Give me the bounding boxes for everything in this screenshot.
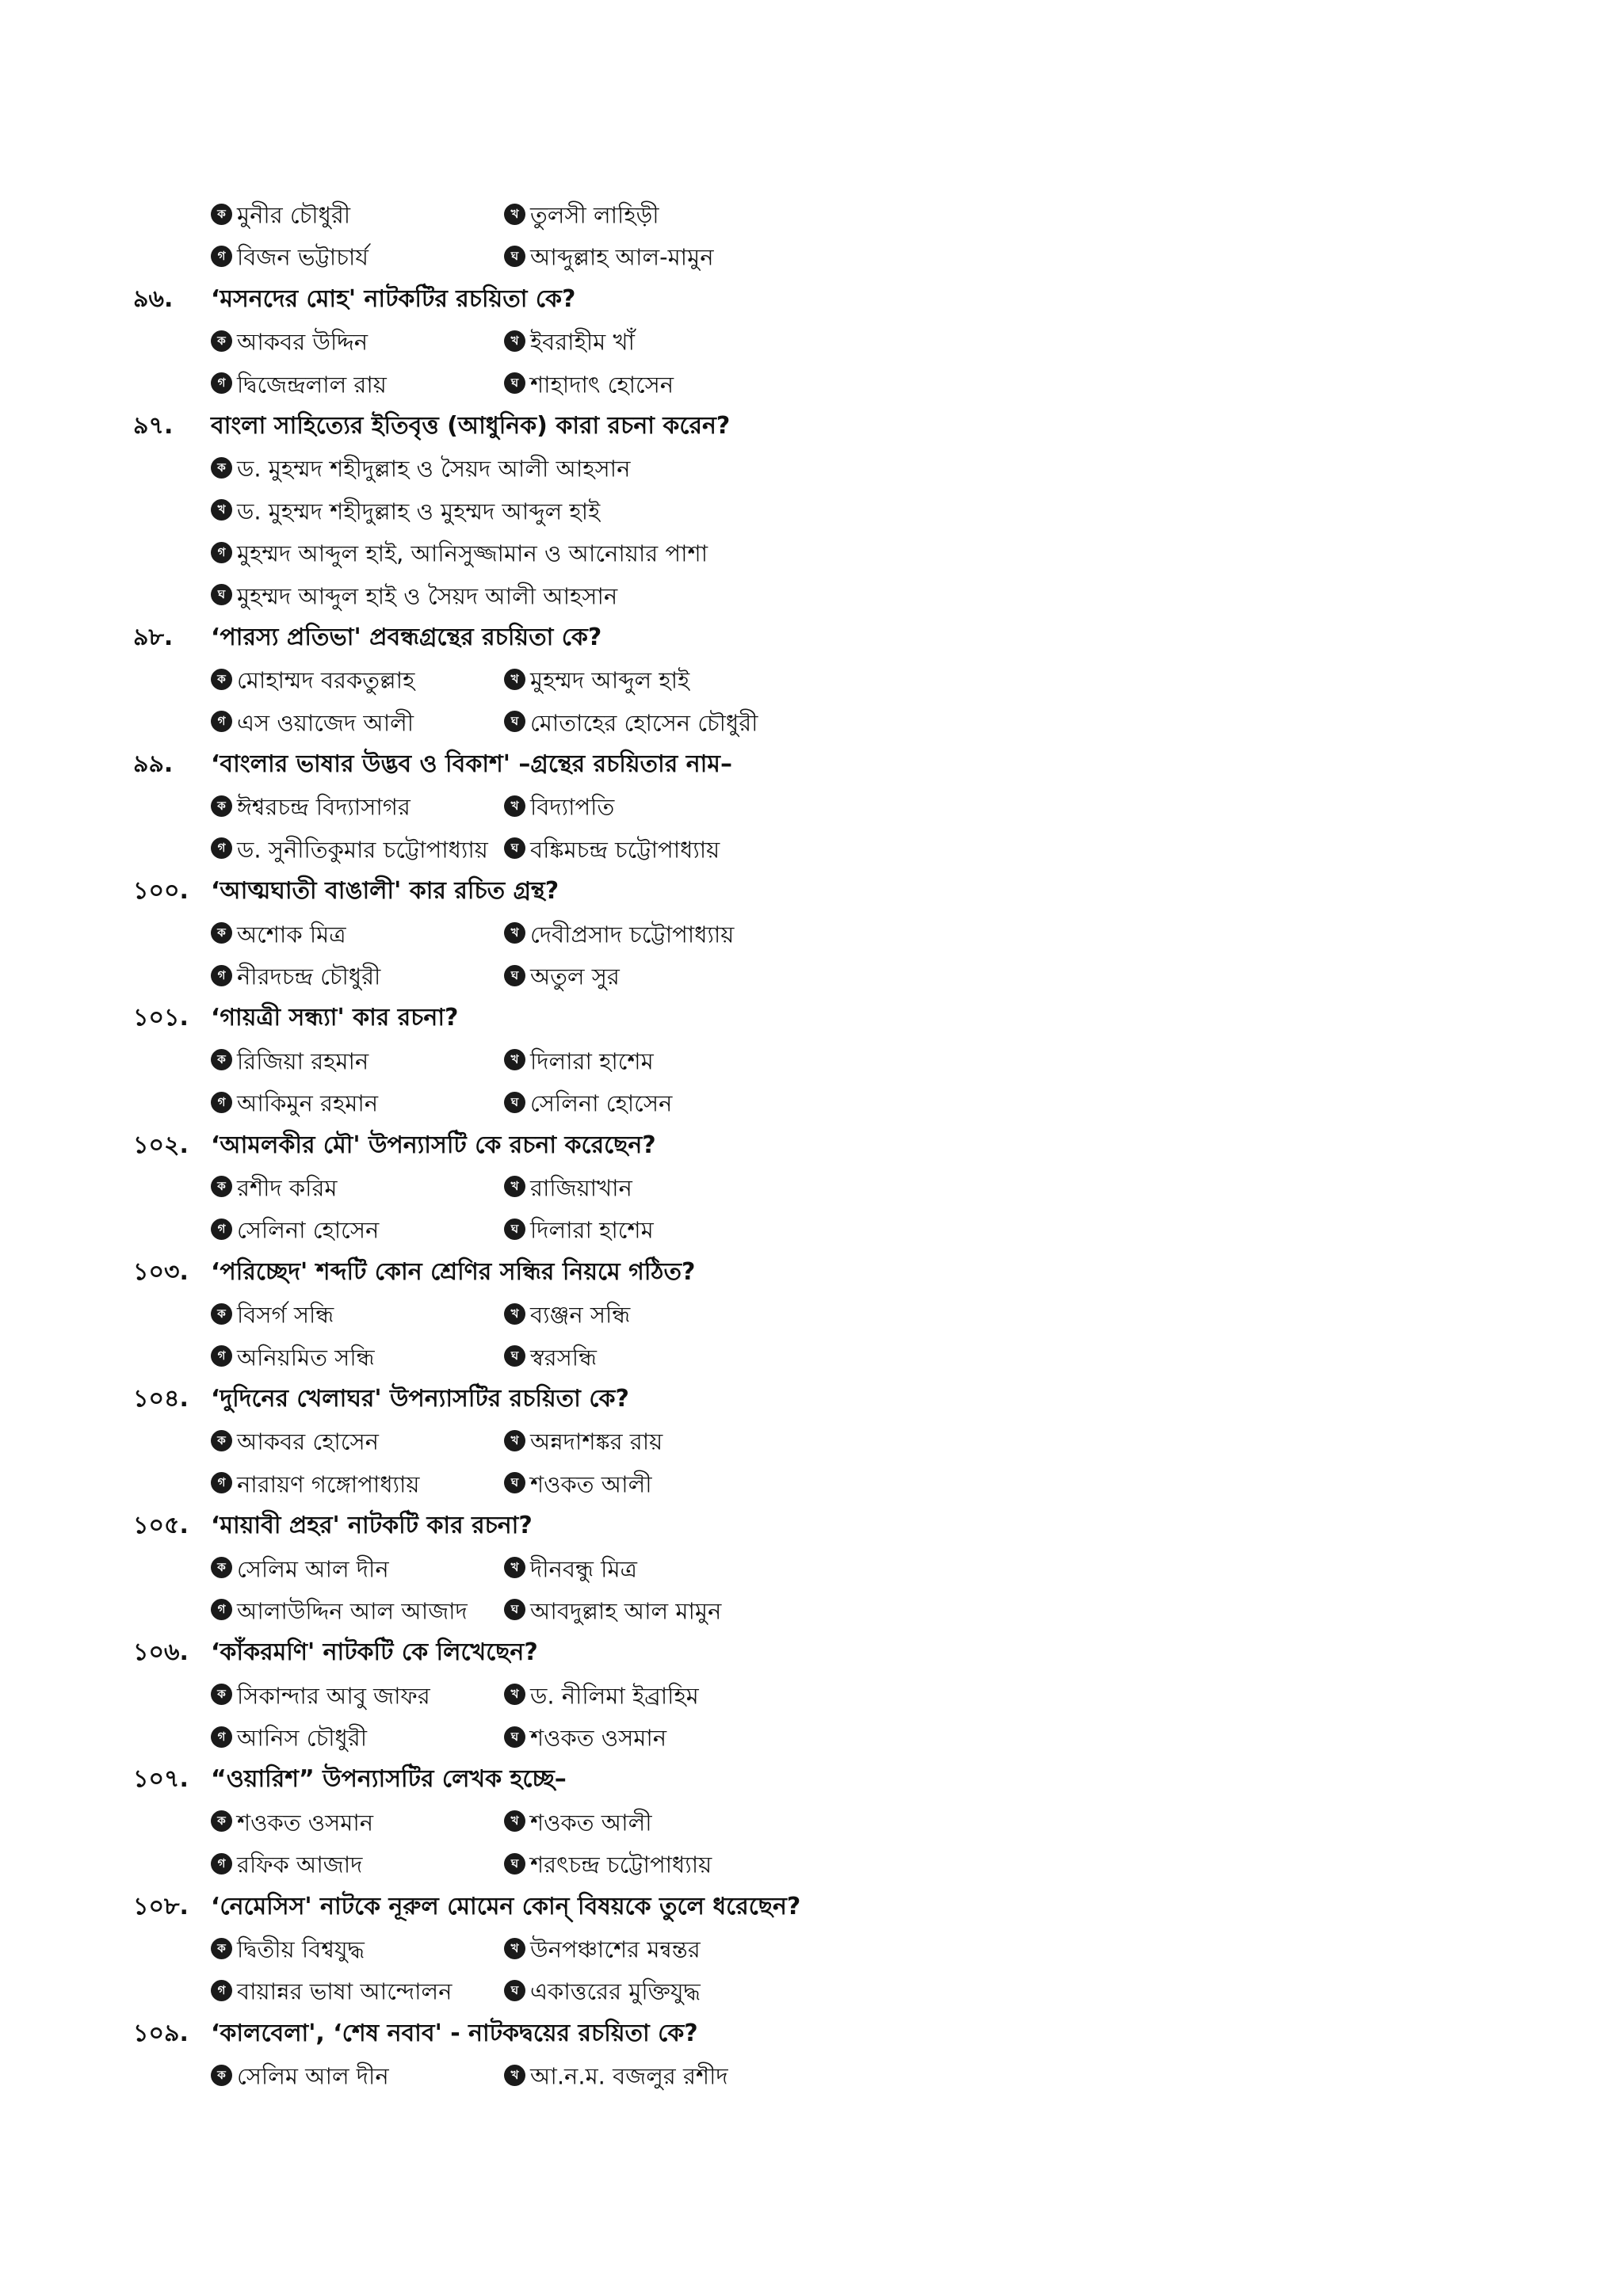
second-option [504, 235, 714, 279]
first-option [211, 658, 414, 702]
second-option [504, 1928, 701, 1971]
options-line [0, 701, 1623, 743]
option-text: বিজন ভট্টাচার্য [237, 243, 369, 271]
second-option [504, 701, 758, 745]
option-text: ড. সুনীতিকুমার চট্টোপাধ্যায় [237, 836, 488, 864]
second-option [504, 913, 734, 956]
question-line [0, 1378, 1623, 1420]
option-marker: ক [211, 1684, 232, 1705]
second-option [504, 828, 720, 871]
option-text: দিলারা হাশেম [530, 1216, 654, 1244]
first-option [211, 1589, 468, 1633]
question-text: ‘কালবেলা', ‘শেষ নবাব' - নাটকদ্বয়ের রচয়িতা কে? [211, 2019, 698, 2047]
option-text: অন্নদাশঙ্কর রায় [530, 1428, 663, 1455]
option-text: অশোক মিত্র [237, 920, 346, 948]
option-marker: খ [504, 1684, 525, 1705]
option-marker: খ [504, 1176, 525, 1197]
first-option [211, 1208, 379, 1252]
options-line [0, 785, 1623, 827]
option-marker: ক [211, 2065, 232, 2086]
option-text: রশীদ করিম [237, 1174, 338, 1202]
first-option [211, 1547, 389, 1591]
question-line [0, 1758, 1623, 1800]
second-option [504, 785, 614, 829]
question-number: ১০৬. [133, 1638, 189, 1667]
question-number: ১০৩. [133, 1257, 189, 1286]
option-marker: ঘ [504, 711, 525, 732]
option-text: দেবীপ্রসাদ চট্টোপাধ্যায় [530, 920, 735, 948]
first-option [211, 1039, 369, 1083]
second-option [504, 1674, 699, 1718]
option-marker: গ [211, 965, 232, 986]
option-marker: ঘ [504, 1599, 525, 1620]
options-line [0, 1801, 1623, 1843]
question-line [0, 1124, 1623, 1166]
option-marker: ঘ [504, 1980, 525, 2001]
options-line [0, 235, 1623, 277]
option-marker: ঘ [211, 584, 232, 605]
first-option [211, 193, 350, 237]
option-text: শওকত আলী [530, 1809, 652, 1836]
question-line [0, 870, 1623, 912]
option-marker: ঘ [504, 372, 525, 394]
second-option [504, 363, 674, 406]
option-marker: ক [211, 1430, 232, 1451]
question-number: ৯৬. [133, 284, 174, 313]
option-marker: খ [504, 1810, 525, 1832]
option-text: বিদ্যাপতি [530, 793, 615, 821]
options-line [0, 1843, 1623, 1885]
second-option [504, 1547, 637, 1591]
second-option [504, 658, 689, 702]
question-line [0, 1631, 1623, 1673]
question-text: ‘দুদিনের খেলাঘর' উপন্যাসটির রচয়িতা কে? [211, 1384, 629, 1413]
options-line [0, 1547, 1623, 1589]
options-line [0, 1674, 1623, 1716]
question-line [0, 743, 1623, 785]
first-option [211, 447, 630, 490]
second-option [504, 955, 620, 998]
first-option [211, 574, 617, 618]
option-text: রফিক আজাদ [237, 1851, 363, 1878]
first-option [211, 235, 369, 279]
first-option [211, 701, 414, 745]
options-line [0, 828, 1623, 870]
option-text: আনিস চৌধুরী [237, 1724, 368, 1752]
options-line [0, 1208, 1623, 1250]
second-option [504, 1801, 652, 1844]
question-text: ‘আত্মঘাতী বাঙালী' কার রচিত গ্রন্থ? [211, 877, 559, 906]
option-text: দ্বিতীয় বিশ্বযুদ্ধ [237, 1936, 365, 1963]
options-line [0, 1589, 1623, 1631]
option-text: দীনবন্ধু মিত্র [530, 1554, 637, 1582]
first-option [211, 1674, 430, 1718]
first-option [211, 2054, 389, 2098]
question-number: ১০১. [133, 1004, 189, 1032]
option-marker: ঘ [504, 1219, 525, 1240]
options-line [0, 1716, 1623, 1758]
option-text: অতুল সুর [530, 963, 620, 990]
option-text: ড. মুহম্মদ শহীদুল্লাহ ও সৈয়দ আলী আহসান [237, 455, 631, 482]
option-text: মুহম্মদ আব্দুল হাই ও সৈয়দ আলী আহসান [237, 582, 618, 609]
options-line [0, 1039, 1623, 1081]
option-text: রাজিয়াখান [530, 1174, 632, 1202]
option-text: এস ওয়াজেদ আলী [237, 708, 414, 736]
question-list [0, 193, 1623, 2097]
option-text: আবদুল্লাহ আল মামুন [530, 1597, 722, 1625]
option-marker: খ [504, 204, 525, 225]
question-number: ১০৪. [133, 1384, 189, 1413]
option-marker: ঘ [504, 837, 525, 859]
option-text: সেলিনা হোসেন [530, 1089, 673, 1117]
option-marker: ঘ [504, 246, 525, 267]
option-text: বঙ্কিমচন্দ্র চট্টোপাধ্যায় [530, 836, 720, 864]
option-marker: গ [211, 1219, 232, 1240]
option-text: সিকান্দার আবু জাফর [237, 1681, 430, 1709]
first-option [211, 828, 488, 871]
option-text: বায়ান্নর ভাষা আন্দোলন [237, 1978, 453, 2005]
second-option [504, 1039, 654, 1083]
question-text: ‘নেমেসিস' নাটকে নূরুল মোমেন কোন্ বিষয়কে তুলে ধরেছেন? [211, 1892, 801, 1920]
option-text: ব্যঞ্জন সন্ধি [530, 1301, 631, 1329]
option-marker: ঘ [504, 1726, 525, 1748]
option-text: মোহাম্মদ বরকতুল্লাহ [237, 666, 415, 694]
first-option [211, 1081, 378, 1125]
option-marker: গ [211, 1853, 232, 1875]
option-text: শওকত ওসমান [237, 1809, 374, 1836]
option-marker: ক [211, 204, 232, 225]
option-marker: ক [211, 1049, 232, 1070]
option-text: আব্দুল্লাহ আল-মামুন [530, 243, 714, 271]
option-marker: খ [504, 922, 525, 944]
option-marker: খ [211, 499, 232, 521]
option-text: সেলিনা হোসেন [237, 1216, 380, 1244]
option-text: রিজিয়া রহমান [237, 1047, 369, 1075]
second-option [504, 1081, 672, 1125]
first-option [211, 1463, 419, 1506]
options-line [0, 913, 1623, 955]
question-text: ‘পরিচ্ছেদ' শব্দটি কোন শ্রেণির সন্ধির নিয়মে গঠিত? [211, 1257, 696, 1286]
question-line [0, 1505, 1623, 1547]
question-number: ৯৭. [133, 411, 174, 440]
question-text: “ওয়ারিশ” উপন্যাসটির লেখক হচ্ছে– [211, 1765, 567, 1794]
option-marker: ক [211, 1938, 232, 1959]
second-option [504, 1589, 721, 1633]
option-text: সেলিম আল দীন [237, 2062, 389, 2090]
second-option [504, 1970, 701, 2013]
option-marker: ঘ [504, 1092, 525, 1113]
second-option [504, 1336, 597, 1379]
option-marker: ক [211, 457, 232, 479]
option-text: আ.ন.ম. বজলুর রশীদ [530, 2062, 728, 2090]
option-marker: ঘ [504, 1853, 525, 1875]
option-marker: গ [211, 1472, 232, 1493]
question-text: ‘গায়ত্রী সন্ধ্যা' কার রচনা? [211, 1004, 459, 1032]
option-marker: ক [211, 1303, 232, 1325]
option-marker: খ [504, 1430, 525, 1451]
option-text: মোতাহের হোসেন চৌধুরী [530, 708, 758, 736]
first-option [211, 785, 411, 829]
first-option [211, 490, 600, 533]
question-line [0, 997, 1623, 1039]
second-option [504, 1843, 712, 1886]
options-line [0, 320, 1623, 362]
option-marker: খ [504, 669, 525, 690]
option-marker: গ [211, 1345, 232, 1367]
option-text: ড. নীলিমা ইব্রাহিম [530, 1681, 699, 1709]
question-number: ৯৯. [133, 750, 174, 779]
first-option [211, 1843, 362, 1886]
option-text: শরৎচন্দ্র চট্টোপাধ্যায় [530, 1851, 712, 1878]
first-option [211, 955, 380, 998]
first-option [211, 1420, 379, 1463]
first-option [211, 1336, 375, 1379]
options-line [0, 1463, 1623, 1505]
option-text: নীরদচন্দ্র চৌধুরী [237, 963, 381, 990]
question-text: ‘কাঁকরমণি' নাটকটি কে লিখেছেন? [211, 1638, 538, 1667]
option-text: উনপঞ্চাশের মন্বন্তর [530, 1936, 701, 1963]
option-text: মুনীর চৌধুরী [237, 201, 351, 229]
option-text: দিলারা হাশেম [530, 1047, 654, 1075]
options-line [0, 1928, 1623, 1970]
question-number: ১০৫. [133, 1512, 189, 1540]
second-option [504, 193, 659, 237]
second-option [504, 1293, 630, 1337]
option-marker: খ [504, 2065, 525, 2086]
options-line [0, 363, 1623, 405]
first-option [211, 1928, 365, 1971]
question-number: ১০৯. [133, 2019, 189, 2047]
option-text: অনিয়মিত সন্ধি [237, 1343, 375, 1371]
option-text: দ্বিজেন্দ্রলাল রায় [237, 370, 387, 398]
option-text: শওকত আলী [530, 1470, 652, 1498]
second-option [504, 1420, 663, 1463]
question-number: ১০২. [133, 1131, 189, 1159]
question-line [0, 616, 1623, 658]
second-option [504, 320, 635, 364]
options-line [0, 955, 1623, 997]
options-line [0, 2054, 1623, 2096]
option-text: সেলিম আল দীন [237, 1554, 389, 1582]
option-text: বিসর্গ সন্ধি [237, 1301, 334, 1329]
question-number: ১০৮. [133, 1892, 189, 1920]
options-line [0, 532, 1623, 574]
question-text: ‘মায়াবী প্রহর' নাটকটি কার রচনা? [211, 1512, 533, 1540]
option-marker: ক [211, 1557, 232, 1578]
question-text: বাংলা সাহিত্যের ইতিবৃত্ত (আধুনিক) কারা রচনা করেন? [211, 411, 731, 440]
question-text: ‘পারস্য প্রতিভা' প্রবন্ধগ্রন্থের রচয়িতা কে? [211, 623, 602, 651]
options-line [0, 1081, 1623, 1123]
option-text: ঈশ্বরচন্দ্র বিদ্যাসাগর [237, 793, 411, 821]
second-option [504, 1166, 632, 1210]
question-text: ‘বাংলার ভাষার উদ্ভব ও বিকাশ' –গ্রন্থের রচয়িতার নাম– [211, 750, 732, 779]
option-marker: গ [211, 1726, 232, 1748]
first-option [211, 1801, 373, 1844]
option-text: আকবর হোসেন [237, 1428, 379, 1455]
option-text: মুহম্মদ আব্দুল হাই, আনিসুজ্জামান ও আনোয়ার পাশা [237, 540, 708, 567]
options-line [0, 490, 1623, 532]
question-line [0, 278, 1623, 320]
first-option [211, 1716, 367, 1760]
option-marker: ক [211, 922, 232, 944]
option-marker: গ [211, 1092, 232, 1113]
option-marker: খ [504, 1557, 525, 1578]
option-marker: গ [211, 1980, 232, 2001]
first-option [211, 532, 708, 575]
option-text: শাহাদাৎ হোসেন [530, 370, 674, 398]
option-text: আকিমুন রহমান [237, 1089, 379, 1117]
options-line [0, 1970, 1623, 2012]
question-line [0, 405, 1623, 447]
first-option [211, 913, 346, 956]
first-option [211, 1970, 452, 2013]
options-line [0, 574, 1623, 616]
option-marker: খ [504, 1938, 525, 1959]
option-marker: খ [504, 795, 525, 817]
question-number: ১০৭. [133, 1765, 189, 1794]
option-marker: ক [211, 330, 232, 352]
option-text: আকবর উদ্দিন [237, 328, 369, 356]
option-text: ড. মুহম্মদ শহীদুল্লাহ ও মুহম্মদ আব্দুল হাই [237, 498, 601, 525]
option-marker: গ [211, 246, 232, 267]
option-marker: গ [211, 542, 232, 563]
option-text: একাত্তরের মুক্তিযুদ্ধ [530, 1978, 701, 2005]
option-text: আলাউদ্দিন আল আজাদ [237, 1597, 468, 1625]
option-marker: গ [211, 372, 232, 394]
option-marker: ঘ [504, 1472, 525, 1493]
first-option [211, 363, 387, 406]
option-text: শওকত ওসমান [530, 1724, 667, 1752]
option-text: মুহম্মদ আব্দুল হাই [530, 666, 690, 694]
option-marker: খ [504, 330, 525, 352]
option-marker: ক [211, 795, 232, 817]
question-text: ‘আমলকীর মৌ' উপন্যাসটি কে রচনা করেছেন? [211, 1131, 656, 1159]
option-marker: গ [211, 711, 232, 732]
option-text: ইবরাহীম খাঁ [530, 328, 635, 356]
option-marker: ক [211, 669, 232, 690]
option-marker: খ [504, 1049, 525, 1070]
options-line [0, 1293, 1623, 1335]
option-marker: খ [504, 1303, 525, 1325]
option-marker: ঘ [504, 1345, 525, 1367]
options-line [0, 1336, 1623, 1378]
option-text: নারায়ণ গঙ্গোপাধ্যায় [237, 1470, 420, 1498]
question-line [0, 2012, 1623, 2054]
option-text: তুলসী লাহিড়ী [530, 201, 659, 229]
option-marker: ঘ [504, 965, 525, 986]
option-marker: গ [211, 1599, 232, 1620]
options-line [0, 447, 1623, 489]
second-option [504, 1463, 652, 1506]
question-number: ৯৮. [133, 623, 174, 651]
option-marker: গ [211, 837, 232, 859]
options-line [0, 1420, 1623, 1462]
second-option [504, 2054, 728, 2098]
first-option [211, 1293, 334, 1337]
option-marker: ক [211, 1176, 232, 1197]
first-option [211, 1166, 338, 1210]
option-marker: ক [211, 1810, 232, 1832]
options-line [0, 193, 1623, 235]
first-option [211, 320, 368, 364]
question-line [0, 1886, 1623, 1928]
second-option [504, 1716, 666, 1760]
question-number: ১০০. [133, 877, 189, 906]
option-text: স্বরসন্ধি [530, 1343, 598, 1371]
options-line [0, 658, 1623, 700]
question-text: ‘মসনদের মোহ' নাটকটির রচয়িতা কে? [211, 284, 576, 313]
second-option [504, 1208, 654, 1252]
question-line [0, 1251, 1623, 1293]
options-line [0, 1166, 1623, 1208]
